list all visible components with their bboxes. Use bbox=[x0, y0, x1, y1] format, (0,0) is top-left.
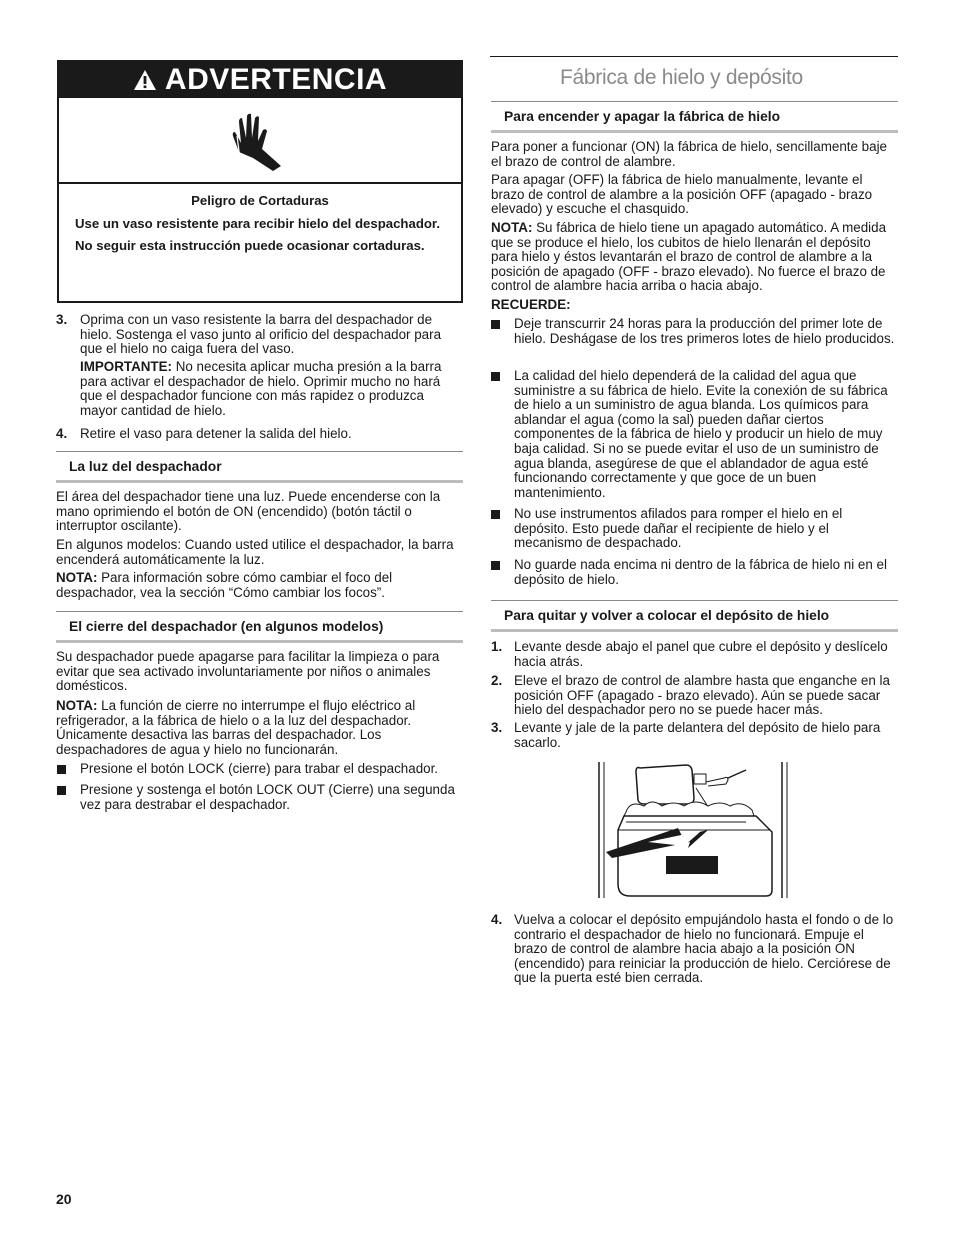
remember-label: RECUERDE: bbox=[491, 297, 571, 312]
step-number: 1. bbox=[491, 639, 503, 654]
page-title: Fábrica de hielo y depósito bbox=[560, 66, 803, 89]
warning-triangle-icon bbox=[133, 69, 157, 91]
onoff-paragraph-2: Para apagar (OFF) la fábrica de hielo manualmente, levante el brazo de control de alambre a la posición OFF (apagado - brazo elevado) y escuche el chasquido. bbox=[491, 172, 873, 217]
page-number: 20 bbox=[56, 1191, 72, 1207]
step-number: 2. bbox=[491, 673, 503, 688]
section-heading-lock: El cierre del despachador (en algunos modelos) bbox=[56, 611, 463, 643]
ice-bin-illustration bbox=[596, 760, 790, 900]
warning-box bbox=[57, 60, 463, 303]
lock-bullet-2: Presione y sostenga el botón LOCK OUT (Cierre) una segunda vez para destrabar el despachador. bbox=[80, 782, 455, 812]
important-label: IMPORTANTE: bbox=[80, 359, 172, 374]
bullet-icon bbox=[491, 561, 500, 570]
light-note-text: Para información sobre cómo cambiar el foco del despachador, vea la sección “Cómo cambiar los focos”. bbox=[56, 570, 393, 600]
light-paragraph-2: En algunos modelos: Cuando usted utilice el despachador, la barra encenderá automáticamente la luz. bbox=[56, 537, 454, 567]
step-number: 4. bbox=[491, 912, 503, 927]
important-paragraph bbox=[80, 360, 463, 418]
hand-cut-icon bbox=[225, 108, 295, 172]
onoff-note-text: Su fábrica de hielo tiene un apagado automático. A medida que se produce el hielo, los cubitos de hielo llenarán el depósito para hielo y éstos levantarán el brazo de control de alambre a la posición de apagado (OFF - brazo elevado). No fuerce el brazo de control de alambre hacia arriba o hacia abajo. bbox=[491, 220, 887, 294]
step-number: 4. bbox=[56, 426, 68, 441]
step-3-text: Oprima con un vaso resistente la barra del despachador de hielo. Sostenga el vaso junto al orificio del despachador para que el hielo no caiga fuera del vaso. bbox=[80, 312, 442, 357]
onoff-paragraph-1: Para poner a funcionar (ON) la fábrica de hielo, sencillamente baje el brazo de control de alambre. bbox=[491, 139, 887, 169]
lock-note-text: La función de cierre no interrumpe el flujo eléctrico al refrigerador, a la fábrica de hielo o a la luz del despachador. Únicamente desactiva las barras del despachador. Los despachadores de agua y hielo no funcionarán. bbox=[56, 698, 416, 757]
bullet-icon bbox=[57, 765, 66, 774]
warning-header bbox=[59, 62, 461, 98]
note-label: NOTA: bbox=[56, 570, 98, 585]
bullet-icon bbox=[491, 320, 500, 329]
section-heading-bin: Para quitar y volver a colocar el depósito de hielo bbox=[491, 600, 898, 632]
hand-cut-icon-area bbox=[59, 98, 461, 184]
remember-bullet-1: Deje transcurrir 24 horas para la producción del primer lote de hielo. Deshágase de los tres primeros lotes de hielo producidos. bbox=[514, 316, 895, 346]
bin-step-1: Levante desde abajo el panel que cubre el depósito y deslícelo hacia atrás. bbox=[514, 639, 888, 669]
step-4-text: Retire el vaso para detener la salida del hielo. bbox=[80, 426, 352, 441]
remember-bullet-4: No guarde nada encima ni dentro de la fábrica de hielo ni en el depósito de hielo. bbox=[514, 557, 887, 587]
light-note bbox=[56, 571, 464, 600]
warning-line-1: Use un vaso resistente para recibir hielo del despachador. bbox=[75, 215, 440, 231]
important-text: No necesita aplicar mucha presión a la barra para activar el despachador de hielo. Oprimir mucho no hará que el despachador funcione con más rapidez o produzca mayor cantidad de hielo. bbox=[80, 359, 442, 418]
bullet-icon bbox=[491, 510, 500, 519]
step-number: 3. bbox=[491, 720, 503, 735]
bin-step-3: Levante y jale de la parte delantera del depósito de hielo para sacarlo. bbox=[514, 720, 881, 750]
bullet-icon bbox=[491, 372, 500, 381]
remember-bullet-3: No use instrumentos afilados para romper el hielo en el depósito. Esto puede dañar el recipiente de hielo y el mecanismo de despachado. bbox=[514, 506, 843, 551]
light-paragraph-1: El área del despachador tiene una luz. Puede encenderse con la mano oprimiendo el botón de ON (encendido) (botón táctil o interruptor oscilante). bbox=[56, 489, 441, 534]
bin-step-2: Eleve el brazo de control de alambre hasta que enganche en la posición OFF (apagado - brazo elevado). Aún se puede sacar hielo del despachador pero no se puede hacer más. bbox=[514, 673, 890, 718]
warning-title: ADVERTENCIA bbox=[164, 62, 388, 96]
step-number: 3. bbox=[56, 312, 68, 327]
title-rule bbox=[490, 56, 898, 57]
section-heading-onoff: Para encender y apagar la fábrica de hielo bbox=[491, 101, 898, 133]
warning-hazard: Peligro de Cortaduras bbox=[191, 193, 329, 208]
bullet-icon bbox=[57, 786, 66, 795]
warning-body bbox=[59, 184, 461, 254]
bin-step-4: Vuelva a colocar el depósito empujándolo hasta el fondo o de lo contrario el despachador de hielo no funcionará. Empuje el brazo de control de alambre hacia abajo a la posición ON (encendido) para reiniciar la producción de hielo. Cerciórese de que la puerta esté bien cerrada. bbox=[514, 912, 894, 986]
lock-paragraph-1: Su despachador puede apagarse para facilitar la limpieza o para evitar que sea activado involuntariamente por niños o animales domésticos. bbox=[56, 649, 440, 694]
note-label: NOTA: bbox=[56, 698, 98, 713]
remember-bullet-2: La calidad del hielo dependerá de la calidad del agua que suministre a su fábrica de hielo. Evite la conexión de su fábrica de hielo a un suministro de agua blanda. Los químicos para ablandar el agua (como la sal) pueden dañar ciertos componentes de la fábrica de hielo y producir un hielo de muy baja calidad. Si no se puede evitar el uso de un suministro de agua blanda, asegúrese de que el ablandador de agua esté funcionando correctamente y que goce de un buen mantenimiento. bbox=[514, 368, 888, 500]
section-heading-light: La luz del despachador bbox=[56, 451, 463, 483]
note-label: NOTA: bbox=[491, 220, 533, 235]
lock-note bbox=[56, 699, 464, 757]
onoff-note bbox=[491, 221, 899, 294]
warning-line-2: No seguir esta instrucción puede ocasionar cortaduras. bbox=[75, 238, 425, 254]
lock-bullet-1: Presione el botón LOCK (cierre) para trabar el despachador. bbox=[80, 761, 439, 776]
